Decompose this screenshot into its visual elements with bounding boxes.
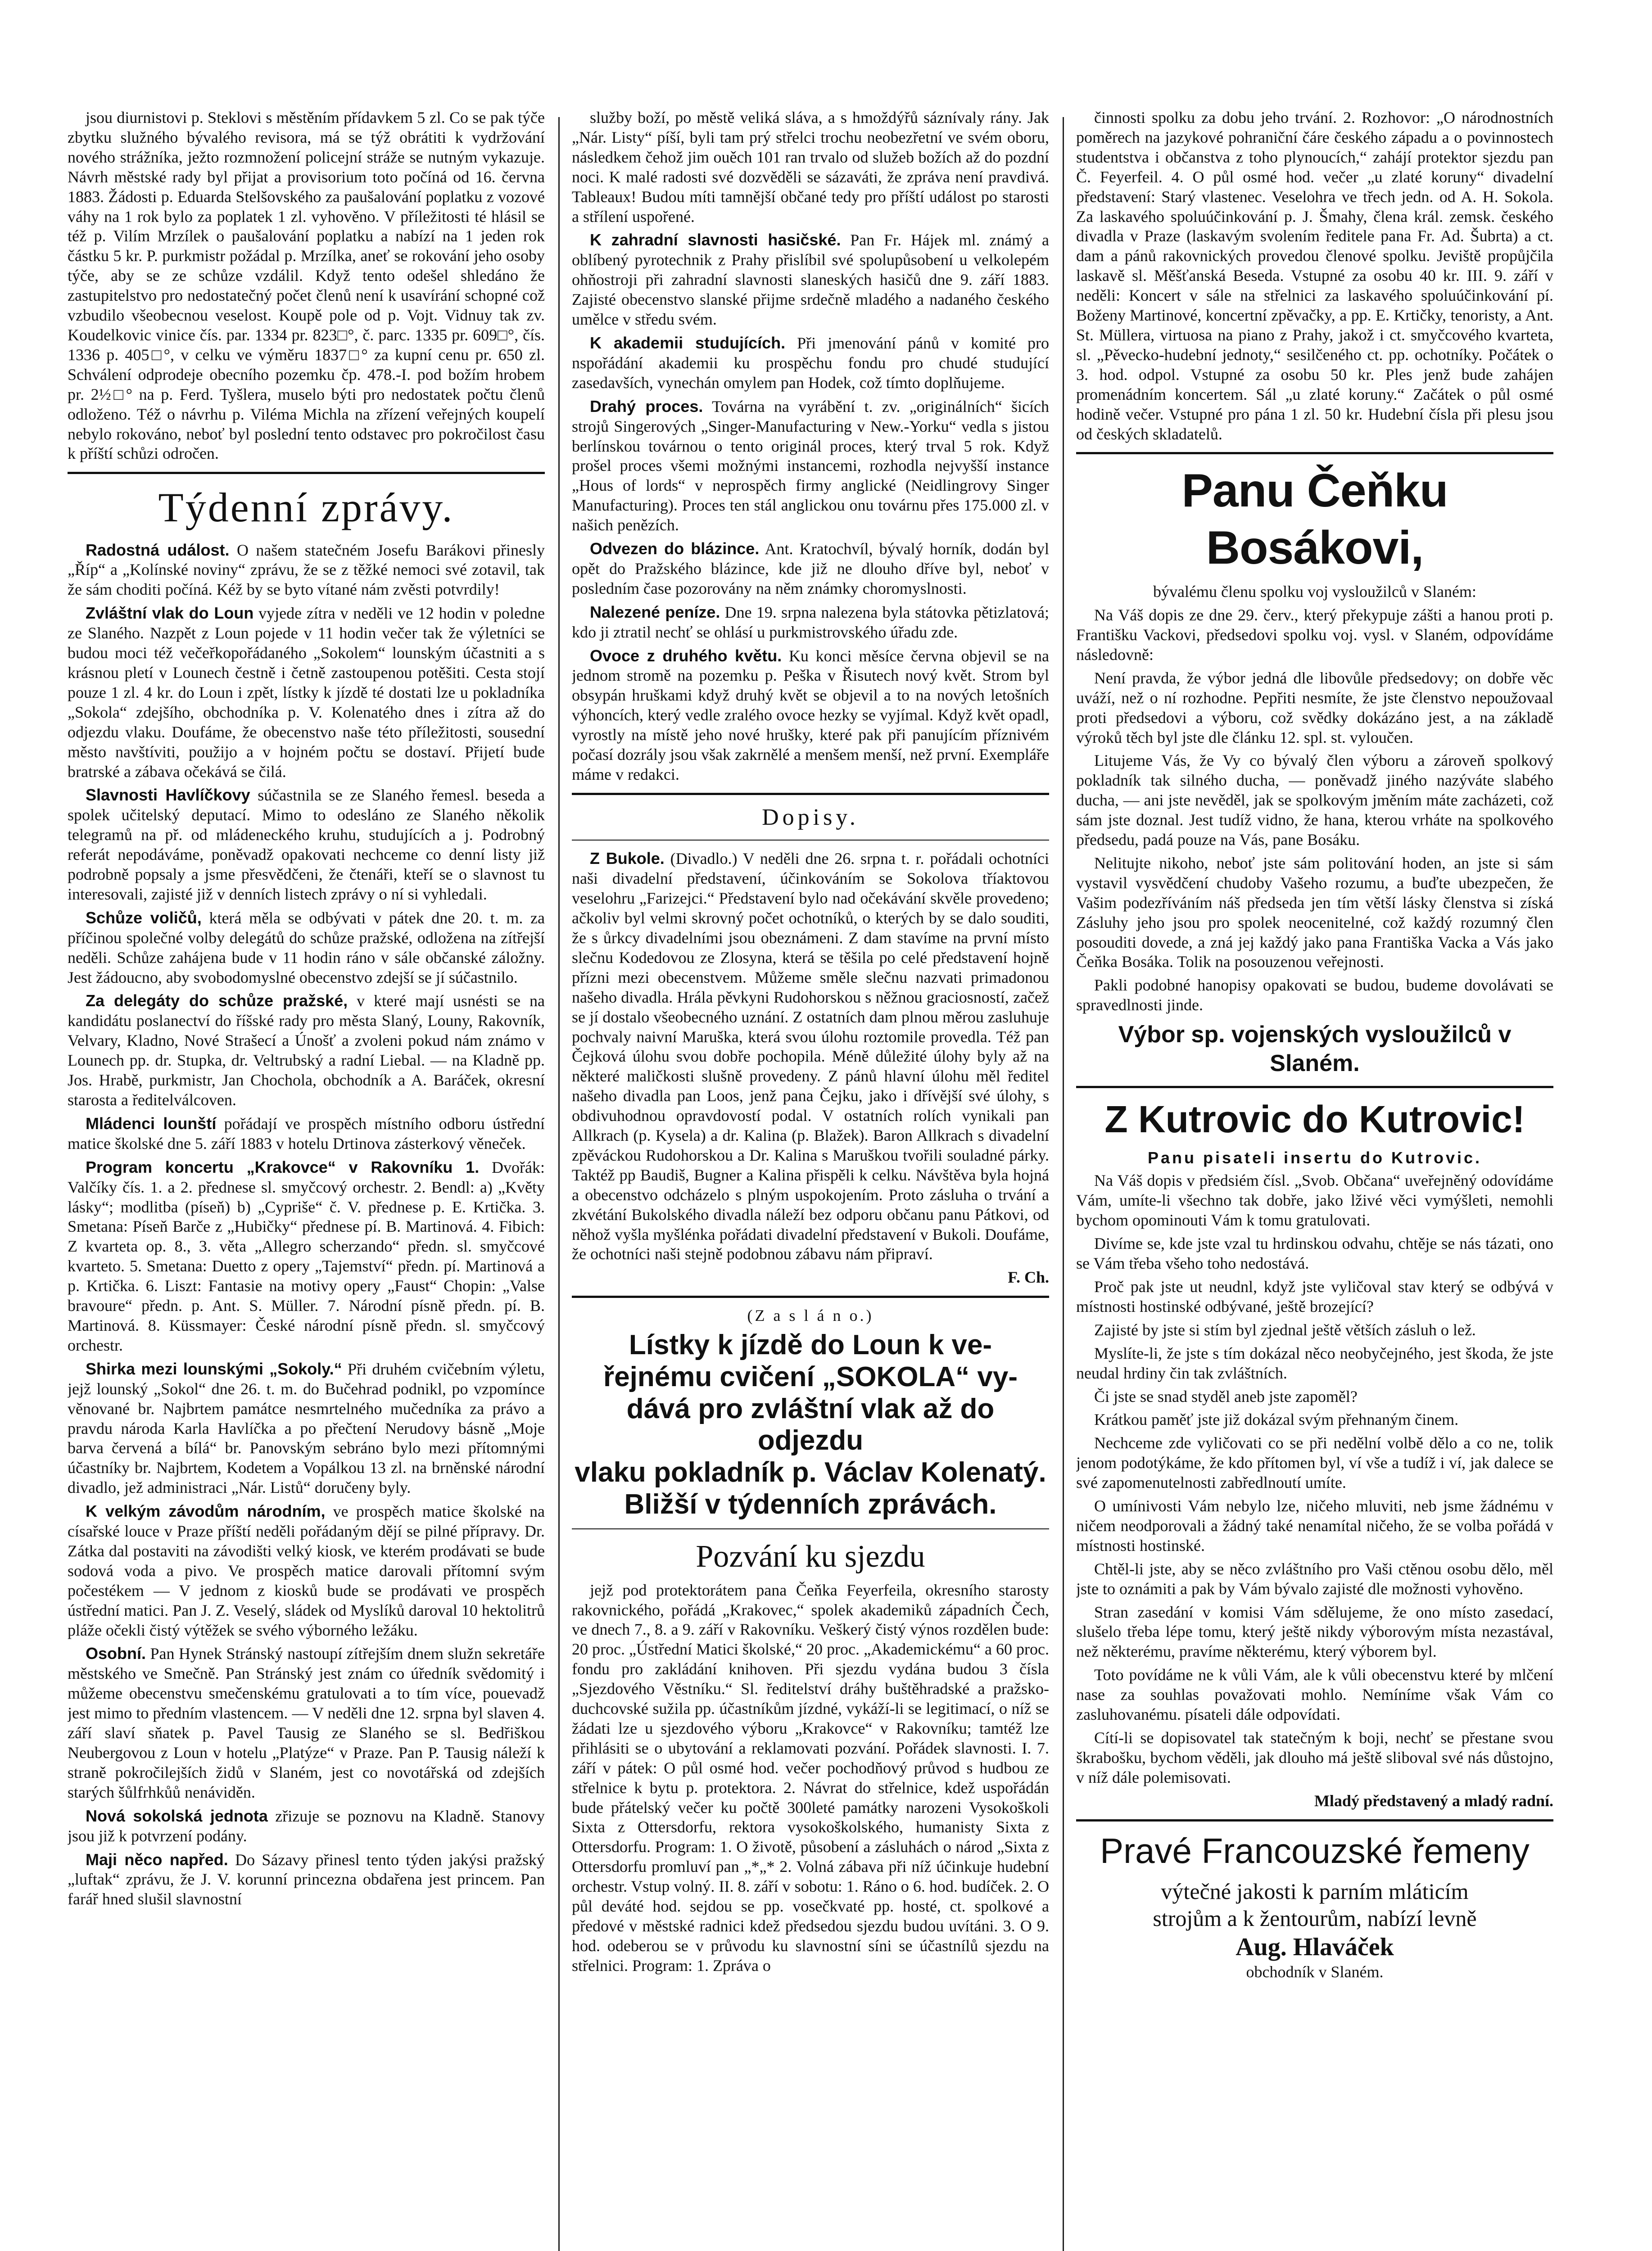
notice-line: dává pro zvláštní vlak až do odjezdu [626, 1393, 995, 1456]
news-item-title: K velkým závodům národním, [86, 1502, 326, 1521]
bosak-letter-text: Není pravda, že výbor jedná dle libovůle předsedovy; on dobře věc uváží, než o ní rozhodne. Pepřiti nesmíte, že jste členstvo nepoužovaal proti předsedovi a výboru, což svědky dokázáno jest, a na základě výroků těch byl jste dle článku 12. spl. st. vyloučen. [1076, 669, 1553, 746]
column-1 [68, 108, 545, 2251]
letter-bukol [572, 849, 1049, 1264]
bosak-letter-subheading: bývalému členu spolku voj vysloužilců v Slaném: [1153, 583, 1476, 601]
news-item-text: Při jmenování pánů v komité pro nspořádání akademii ku prospěchu fondu pro chudé studující zasedavších, vynechán omylem pan Hodek, což tímto doplňujeme. [572, 334, 1049, 392]
letters-heading: Dopisy. [762, 804, 859, 830]
news-item-title: Mládenci lounští [86, 1114, 217, 1133]
news-item-text: Ku konci měsíce června objevil se na jednom stromě na pozemku p. Peška v Řisutech nový květ. Strom byl obsypán hruškami když druhý květ se objevil a to na nových letošních výhoncích, který vedle zralého ovoce hezky se vyjímal. Když květ opadl, vyrostly na místě jeho nové hrušky, které pak při panujícím příznivém počasí dozrály jsou však zakrnělé a menšem menší, než první. Exempláře máme v redakci. [572, 646, 1049, 783]
news-item-continued: služby boží, po městě veliká sláva, a s hmoždýřů sáznívaly rány. Jak „Nár. Listy“ píší, byli tam prý střelci trochu neobezřetní ve svém oboru, následkem čehož jim ouěch 101 ran trvalo od služeb božích až do pozdní noci. K malé radosti své dozvěděli se sázaváti, že zpráva není pravdivá. Tableaux! Budou míti tamnější občané tedy pro příští událost po starosti a střílení uspořené. [572, 108, 1049, 226]
news-item [572, 602, 1049, 642]
news-item-title: Schůze voličů, [86, 908, 202, 927]
column-divider [558, 117, 560, 2251]
news-item-text: pořádají ve prospěch místního odboru ústřední matice školské dne 5. září 1883 v hotelu Drtinova zásterkový věneček. [68, 1114, 545, 1153]
invitation-continued: činnosti spolku za dobu jeho trvání. 2. Rozhovor: „O národnostních poměrech na jazykové pohraniční čáre českého západu a o povinnostech studentstva i občanstva z toho plynoucích,“ zahájí protektor sjezdu pan Č. Feyerfeil. 4. O půl osmé hod. večer „u zlaté koruny“ divadelní představení: Starý vlastenec. Veselohra ve třech jedn. od A. H. Sokola. Za laskavého spoluúčinkování p. J. Šmahy, člena král. zemsk. českého divadla v Praze (laskavým svolením ředitele pana Fr. Ad. Šubrta) a ct. dam a pánů rakovnických provedou členové spolku. Jeviště propůjčila laskavě sl. Měšťanská Beseda. Vstupné za osobu 40 kr. III. 9. září v neděli: Koncert v sále na střelnici za laskavého spoluúčinkování pí. Boženy Martinové, koncertní zpěvačky, a pp. E. Krtičky, tenoristy, a Ant. St. Müllera, virtuosa na piano z Prahy, jakož i ct. smyčcového kvarteta, sl. „Pěvecko-hudební jednoty,“ sesilčeného ct. pp. ochotníky. Počátek o 3. hod. odpol. Vstupné za osobu 50 kr. Ples jenž bude zahájen promenádním koncertem. Sál „u zlaté koruny.“ Začátek o půl osmé hodině večer. Vstupné pro pána 1 zl. 50 kr. Hudební čísla při plesu jsou od českých skladatelů. [1076, 108, 1553, 443]
committee-signature: Výbor sp. vojenských vysloužilců v Slaném. [1118, 1022, 1512, 1076]
belts-ad-merchant: Aug. Hlaváček [1236, 1933, 1394, 1961]
kutrovice-text: Cítí-li se dopisovatel tak statečným k boji, nechť se přestane svou škrabošku, bychom věděli, jak dlouho má ještě sliboval své nás důstojno, v níž dále polemisovati. [1076, 1729, 1553, 1786]
section-rule [1076, 452, 1553, 454]
news-item-title: Nalezené peníze. [590, 602, 720, 621]
news-item-title: Program koncertu „Krakovce“ v Rakovníku 1. [86, 1157, 480, 1176]
letter-text: V neděli dne 26. srpna t. r. pořádali ochotníci naši divadelní představení, účinkováním se Sokolova tříaktovou veselohru „Farizejci.“ Představení bylo nad očekávání skvěle provedeno; ačkoliv byl velmi skrovný počet ochotníků, o kterých by se dalo souditi, že s ůrkcy divadelními jsou obeznámeni. Z dam stavíme na první místo slečnu Kodedovou ze Zlosyna, která se těšila po celé představení hojně přízni mezi obecenstvem. Můžeme směle slečnu nazvati primadonou našeho divadla. Hrála pěvkyni Rudohorskou s něžnou graciosností, začež se jí dostalo všeobecného uznání. Z ostatních dam plnou měrou zasluhuje pochvaly naivní Maruška, která svou úlohu roztomile provedla. Též pan Čejková úlohu svou dobře pochopila. Méně důležité úlohy byly až na některé maličkosti slušně provedeny. Z pánů hlavní úlohu měl ředitel našeho divadla pan Loos, jenž pana Čejku, jako i dřívější své úlohy, s obdivuhodnou opravdovostí podal. V ostatních rolích vynikali pan Allkrach (p. Kysela) a dr. Kalina (p. Blažek). Baron Allkrach s divadelní zpěváckou Rudohorskou a Dr. Kalina s Maruškou tvořili souladné párky. Taktéž pp Baudiš, Bugner a Kalina přispěli k celku. Návštěva byla hojná a obecenstvo odcházelo s plným uspokojením. Proto zásluha o trvání a zkvétání Bukolského divadla náleží bez odporu občanu panu Pátkovi, od něhož vyšla myšlénka pořádati divadelní představení v Bukoli. Doufáme, že ochotníci naši stejně podobnou zábavu nám připraví. [572, 850, 1049, 1263]
news-item [572, 646, 1049, 785]
newspaper-page [68, 108, 1621, 2251]
news-item-title: Drahý proces. [590, 397, 703, 416]
news-item [572, 397, 1049, 535]
news-item-title: Zvláštní vlak do Loun [86, 604, 254, 623]
invitation-text: jejž pod protektorátem pana Čeňka Feyerfeila, okresního starosty rakovnického, pořádá „Krakovec,“ spolek akademiků západních Čech, ve dnech 7., 8. a 9. září v Rakovníku. Veškerý čistý výnos rozdělen bude: 20 proc. „Ústřední Matici školské,“ 20 proc. „Akademickému“ a 60 proc. fondu pro zakládání knihoven. Při sjezdu vydána budou 3 čísla „Sjezdového Věstníku.“ Sl. ředitelství dráhy buštěhradské a pražsko-duchcovské sužila pp. účastníkům jízdné, vykáží-li se legitimací, o níž se žádati lze u sjezdového výboru „Krakovce“ v Rakovníku; tamtéž lze přihlásiti se o ubytování a reklamovati pozvání. Pořádek slavnosti. I. 7. září v pátek: O půl osmé hod. večer pochodňový průvod s hudbou ze střelnice k bytu p. protektora. 2. Návrat do střelnice, kdež uspořádán bude přátelský večer ku počtě 300leté památky narozeni Vysokoškoli Sixta z Ottersdorfu, rektora vysokoškolského, humanisty Sixta z Ottersdorfu. Program: 1. O životě, působení a zásluhách o národ „Sixta z Ottersdorfu promluví pan „*„* 2. Volná zábava při níž účinkuje hudební orchestr. Vstup volný. II. 8. září v sobotu: 1. Ráno o 6. hod. budíček. 2. O půl deváté hod. sejdou se pp. vosečkvaté pp. hosté, ct. spolkové a předové v městské radnici kdež předsedou sjezdu budou uvítáni. 3. O 9. hod. odeberou se v průvodu ku slavnostní síni se účastnílů sjezdu na střelnici. Program: 1. Zpráva o [572, 1581, 1049, 1975]
news-item [68, 785, 545, 904]
kutrovice-text: Nechceme zde vyličovati co se při nedělní volbě dělo a co ne, tolik jenom podotýkáme, že kdo přítomen byl, ví vše a tudíž i ví, jak dalece se své zapomenutelnosti zabředlnoutí umíte. [1076, 1434, 1553, 1492]
notice-line: Lístky k jízdě do Loun k ve- [629, 1329, 992, 1361]
bosak-letter-text: Pakli podobné hanopisy opakovati se budou, budeme dovolávati se spravedlnosti jinde. [1076, 976, 1553, 1014]
weekly-news-heading: Týdenní zprávy. [158, 484, 454, 531]
notice-line: Bližší v týdenních zprávách. [624, 1488, 997, 1520]
council-report-end: jsou diurnistovi p. Steklovi s městěním přídavkem 5 zl. Co se pak týče zbytku služného bývalého revisora, má se týž obrátiti k vydržování nového strážníka, ježto rozmnožení policejní stráže se nutným vykazuje. Návrh městské rady byl přijat a provisorium toto počíná od 16. června 1883. Žádosti p. Eduarda Stelšovského za paušalování poplatku z vozové váhy na 1 rok bylo za poplatek 1 zl. vyhověno. V příležitosti té hlásil se též p. Vilím Mrzílek o paušalování poplatku a nabízí na 1 jeden rok částku 5 kr. P. purkmistr požádal p. Mrzílka, aneť se rokování jeho osoby týče, aby se ze schůze vzdálil. Když tento odešel shledáno že zastupitelstvo pro nedostatečný počet členů není k usavírání schopné což vzbudilo všeobecnou veselost. Koupě pole od p. Vojt. Vidnuy tak zv. Koudelkovic vinice čís. par. 1334 pr. 823□°, č. parc. 1335 pr. 609□°, čís. 1336 p. 405□°, v celku ve výměru 1837□° za kupní cenu pr. 650 zl. Schválení odprodeje obecního pozemku čp. 478.-I. pod božím hrobem pr. 2½□° na p. Ferd. Tyšlera, muselo býti pro nedostatek počtu členů odloženo. Též o návrhu p. Viléma Michla na zřízení veřejných koupelí nebylo rokováno, neboť byl poslední tento odstavec pro pokročilost času k příští schůzi odročen. [68, 108, 545, 463]
kutrovice-text: Či jste se snad styděl aneb jste zapoměl? [1094, 1387, 1358, 1406]
news-item-title: Maji něco napřed. [86, 1850, 228, 1869]
news-item [68, 1644, 545, 1802]
news-item [68, 540, 545, 600]
news-item [68, 603, 545, 782]
bosak-letter-text: Na Váš dopis ze dne 29. červ., který překypuje zášti a hanou proti p. Františku Vackovi, předsedovi spolku voj. vysl. v Slaném, odpovídáme následovně: [1076, 606, 1553, 664]
news-item [68, 991, 545, 1110]
news-item [68, 1806, 545, 1846]
news-item-title: Za delegáty do schůze pražské, [86, 991, 348, 1010]
news-item-text: Dvořák: Valčíky čís. 1. a 2. přednese sl. smyčcový orchestr. 2. Bendl: a) „Květy lásky“; modlitba (píseň) b) „Cypriše“ č. V. přednese p. E. Krtička. 3. Smetana: Píseň Barče z „Hubičky“ přednese pí. B. Martinová. 4. Fibich: Z kvarteta op. 8., 3. věta „Allegro scherzando“ předn. sl. smyčcové kvarteto. 5. Smetana: Duetto z opery „Tajemství“ předn. pí. Martinová a p. Krtička. 6. Liszt: Fantasie na motivy opery „Faust“ Chopin: „Valse bravoure“ předn. p. Ant. S. Müller. 7. Národní písně předn. pí. B. Martinová. 8. Küssmayer: České národní písně předn. sl. smyčcový orchestr. [68, 1158, 545, 1354]
news-item [68, 1359, 545, 1498]
column-divider [1063, 117, 1064, 2251]
kutrovice-text: Proč pak jste ut neudnl, když jste vyličoval stav který se odbývá v místnosti hostinské odbývané, ještě brozející? [1076, 1277, 1553, 1315]
news-item-title: Shirka mezi lounskými „Sokoly.“ [86, 1359, 342, 1378]
news-item [68, 1157, 545, 1356]
kutrovice-text: O umínivosti Vám nebylo lze, ničeho mluviti, neb jsme žádnému v ničem neodporovali a žádný také nenamítal ničeho, že se volba pořádá v místnosti hostinské. [1076, 1497, 1553, 1555]
letter-signature: F. Ch. [1008, 1268, 1049, 1287]
news-item-title: K akademii studujících. [590, 333, 786, 352]
news-item-text: O našem statečném Josefu Barákovi přinesly „Říp“ a „Kolínské noviny“ zprávu, že se z těžké nemoci své zotavil, tak že sám choditi počíná. Kéž by se byto vítané nám zvěsti potvrdily! [68, 541, 545, 599]
news-item-title: K zahradní slavnosti hasičské. [590, 231, 841, 249]
kutrovice-text: Zajisté by jste si stím byl zjednal ještě větších zásluh o lež. [1094, 1320, 1476, 1339]
news-item [572, 230, 1049, 330]
kutrovice-subheading: Panu pisateli insertu do Kutrovic. [1147, 1148, 1482, 1167]
news-item-title: Nová sokolská jednota [86, 1806, 268, 1825]
kutrovice-text: Chtěl-li jste, aby se něco zvláštního pro Vaši ctěnou osobu dělo, měl jste to oznámiti a pak by Vám bývalo zajisté dle možnosti vyhověno. [1076, 1559, 1553, 1598]
news-item-title: Slavnosti Havlíčkovy [86, 786, 250, 805]
section-rule [572, 793, 1049, 795]
news-item [68, 1114, 545, 1154]
news-item-title: Ovoce z druhého květu. [590, 646, 782, 665]
invitation-heading: Pozvání ku sjezdu [696, 1539, 925, 1574]
column-3 [1076, 108, 1553, 2251]
news-item-text: Pan Fr. Hájek ml. známý a oblíbený pyrotechnik z Prahy přislíbil své spolupůsobení u velkolepém ohňostroji při zahradní slavnosti slaneských hasičů dne 9. září 1883. Zajisté obecenstvo slanské přijme srdečně mladého a nadaného českého umělce v středu svém. [572, 231, 1049, 329]
kutrovice-text: Myslíte-li, že jste s tím dokázal něco neobyčejného, jest škoda, že jste neudal hrdiny čin tak zvláštních. [1076, 1344, 1553, 1382]
bosak-letter-heading: Panu Čeňku Bosákovi, [1181, 465, 1448, 574]
news-item-text: Do Sázavy přinesl tento týden jakýsi pražský „luftak“ zprávu, že J. V. korunní princezna obdařena jest princem. Pan farář hned slušil slavnostní [68, 1850, 545, 1908]
news-item-title: Odvezen do blázince. [590, 539, 760, 558]
letter-subtitle: (Divadlo.) [670, 850, 738, 868]
section-rule [572, 1296, 1049, 1298]
news-item [68, 1501, 545, 1640]
news-item [68, 1850, 545, 1910]
belts-ad-place: obchodník v Slaném. [1246, 1963, 1384, 1981]
news-item-text: vyjede zítra v neděli ve 12 hodin v poledne ze Slaného. Nazpět z Loun pojede v 11 hodin večer tak že výletníci se budou moci též večeřkopořádaného „Sokolem“ lounským účastniti a s krásnou pletí v Lounech čestně i četně zastoupenou potěšiti. Cesta stojí pouze 1 zl. 4 kr. do Loun i zpět, lístky k jízdě té dostati lze u pokladníka „Sokola“ zdejšího, obchodníka p. V. Kolenatého dnes i zítra až do odjezdu vlaku. Doufáme, že obecenstvo naše této příležitosti, sousední město navštíviti, použijo a v hojném počtu se dostaví. Přijetí bude bratrské a zábava očekává se čilá. [68, 604, 545, 781]
belts-ad-heading: Pravé Francouzské řemeny [1100, 1831, 1530, 1871]
zaslano-label: (Z a s l á n o.) [747, 1306, 874, 1325]
news-item [68, 908, 545, 988]
news-item-title: Radostná událost. [86, 540, 230, 559]
news-item-text: která měla se odbývati v pátek dne 20. t. m. za příčinou společné volby delegátů do schůze pražské, odložena na zítřejší neděli. Schůze zahájena bude v 11 hodin ráno v sále občanské záložny. Jest žádoucno, aby svobodomyslné obecenstvo zdejší se jí súčastnilo. [68, 909, 545, 986]
news-item-text: v které mají usnésti se na kandidátu poslanectví do říšské rady pro města Slaný, Louny, Rakovník, Velvary, Kladno, Nové Strašecí a Únošť a zvoleni pokud nám známo v Lounech pp. dr. Stupka, dr. Veltrubský a radní Liebal. — na Kladně pp. Jos. Hrabě, purkmistr, Jan Chochola, obchodník a A. Baráček, okresní starosta a ředitelválcoven. [68, 992, 545, 1109]
section-rule [572, 840, 1049, 841]
news-item-text: Při druhém cvičebním výletu, jejž lounský „Sokol“ dne 26. t. m. do Bučehrad podnikl, po vzpomínce věnované br. Najbrtem památce nesmrtelného mučedníka za právo a pravdu národa Karla Havlíčka a po přečtení Nerudovy básně „Moje barva červená a bílá“ br. Panovským sebráno bylo mezi přítomnými účastníky br. Najbrtem, Kodetem a Vopálkou 13 zl. na brněnské národní divadlo, jež administraci „Nár. Listů“ doručeny byly. [68, 1360, 545, 1497]
kutrovice-text: Krátkou paměť jste již dokázal svým přehnaným činem. [1094, 1410, 1459, 1429]
news-item-text: ve prospěch matice školské na císařské louce v Praze příští neděli pořádaným dějí se pilné přípravy. Dr. Zátka dal postaviti na závodišti velký kiosk, ve kterém prodávati se bude sodová voda a pivo. Ve prospěch matice darovali přítomní svým počestékem — V jednom z kiosků bude se prodávati ve prospěch ústřední matici. Pan J. Z. Veselý, sládek od Myslíků daroval 10 hektolitrů pláže očekli čistý výtěžek se svého výborného ležáku. [68, 1502, 545, 1639]
kutrovice-text: Toto povídáme ne k vůli Vám, ale k vůli obecenstvu které by mlčení nase za souhlas považovati mohlo. Nemíníme však Vám co zasluhovanému. písateli dále odpovídati. [1076, 1666, 1553, 1724]
kutrovice-text: Stran zasedání v komisi Vám sdělujeme, že ono místo zasedací, slušelo třeba lépe tomu, který ještě nikdy výborovým místa nezastával, než některému, pravíme některému, který výborem byl. [1076, 1603, 1553, 1661]
section-rule [1076, 1086, 1553, 1088]
news-item-text: Dne 19. srpna nalezena byla státovka pětizlatová; kdo ji ztratil nechť se ohlásí u purkmistrovského úřadu zde. [572, 603, 1049, 641]
letter-title: Z Bukole. [590, 849, 665, 868]
section-rule [572, 1528, 1049, 1529]
bosak-letter-text: Litujeme Vás, že Vy co bývalý člen výboru a zároveň spolkový pokladník tak silného ducha, — poněvadž jiného nazýváte slabého ducha, — ani jste nevěděl, jak se spolkovým jměním máte zacházeti, což sám jste doznal. Jest tudíž vidno, že hana, kterou vrháte na spolkového předsedu, padá pouze na Vás, pane Bosáku. [1076, 751, 1553, 849]
section-rule [68, 472, 545, 474]
column-2 [572, 108, 1049, 2251]
bosak-letter-text: Nelitujte nikoho, neboť jste sám politování hoden, an jste si sám vystavil vysvědčení chudoby Vašeho rozumu, a buďte ubezpečen, že Vašim podezříváním náš předseda jen tím větší lásky členstva si získá Zásluhy jeho jsou pro spolek neocenitelné, což každý rozumný člen posouditi dovede, a zná jej každý jako pana Františka Vacka a Vás jako Čeňka Bosáka. Tolik na posouzenou veřejnosti. [1076, 854, 1553, 971]
notice-line: řejnému cvičení „SOKOLA“ vy- [603, 1361, 1018, 1392]
news-item-title: Osobní. [86, 1644, 146, 1663]
news-item-text: Továrna na vyrábění t. zv. „originálních“ šicích strojů Singerových „Singer-Manufacturing v New.-Yorku“ vedla s jistou berlínskou továrnou o tento originál proces, který trval 5 rok. Když prošel proces všemi možnými instancemi, rozhodla nejvyšší instance „Hous of lords“ v neprospěch firmy anglické (Neidlingrovy Singer Manufacturing). Proces ten stál anglickou onu továrnu přes 175.000 zl. v našich penězích. [572, 397, 1049, 534]
news-item [572, 333, 1049, 393]
belts-ad-line: výtečné jakosti k parním mláticím [1161, 1878, 1469, 1904]
notice-line: vlaku pokladník p. Václav Kolenatý. [575, 1456, 1046, 1488]
kutrovice-text: Na Váš dopis v předsiém čísl. „Svob. Občana“ uveřejněný odovídáme Vám, umíte-li všechno tak dobře, jako lživé věci vymýšleti, nemohli bychom opominouti Vám k tomu gratulovati. [1076, 1171, 1553, 1229]
section-rule [1076, 1819, 1553, 1822]
news-item-text: Ant. Kratochvíl, bývalý horník, dodán byl opět do Pražského blázince, kde již ne dlouho dříve byl, neboť v posledním čase pozorovány na něm známky choromyslnosti. [572, 540, 1049, 597]
kutrovice-heading: Z Kutrovic do Kutrovic! [1104, 1098, 1525, 1141]
kutrovice-signature: Mladý představený a mladý radní. [1314, 1791, 1553, 1810]
news-item-text: Pan Hynek Stránský nastoupí zítřejším dnem služn sekretáře městského ve Smečně. Pan Stránský jest znám co úředník svědomitý i můžeme obecenstvu smečenskému gratulovati a to tím více, pouevadž jest mimo to předním vlastencem. — V neděli dne 12. srpna byl slaven 4. září slaví sňatek p. Pavel Tausig ze Slaného se sl. Bedřiškou Neubergovou z Loun v hotelu „Platýze“ v Praze. Pan P. Tausig náleží k straně pokročilejších židů v Slaném, jest co novotářská od zdejších starých šůlfrhkůů nenáviděn. [68, 1645, 545, 1801]
belts-ad-line: strojům a k žentourům, nabízí levně [1153, 1905, 1477, 1931]
news-item [572, 539, 1049, 599]
news-item-text: zřizuje se poznovu na Kladně. Stanovy jsou již k potvrzení podány. [68, 1807, 545, 1845]
kutrovice-text: Divíme se, kde jste vzal tu hrdinskou odvahu, chtěje se nás tázati, ono se Vám třeba všeho toho nedostává. [1076, 1234, 1553, 1273]
sokol-tickets-notice [572, 1329, 1049, 1520]
news-item-text: súčastnila se ze Slaného řemesl. beseda a spolek učitelský deputací. Mimo to odesláno ze Slaného několik telegramů na př. od mládeneckého kruhu, studujících a j. Podrobný referát nepodáváme, poněvadž opakovati nechceme co denní listy již podrobně popsaly a jsme přesvědčeni, že čtenáři, kteří se o slavnost tu interesovali, zajisté již v denních listech zprávy o ní si vyhledali. [68, 786, 545, 903]
